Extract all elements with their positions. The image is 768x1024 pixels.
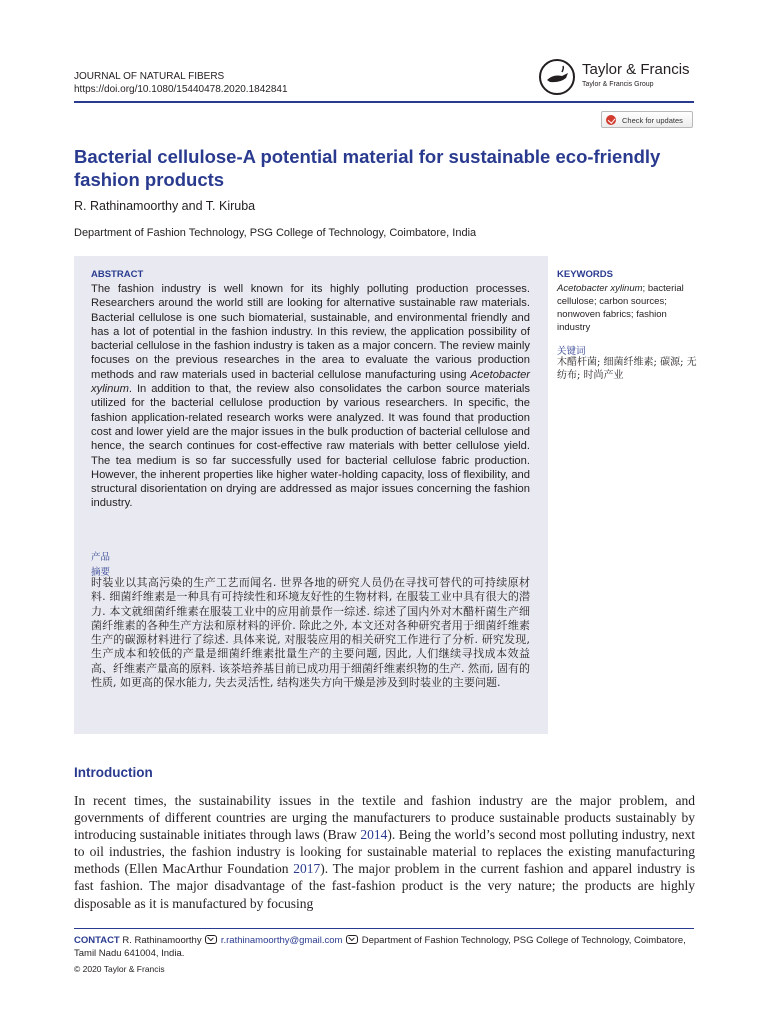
intro-text-3: ). The major problem in the current fashion and apparel industry is fast fashion. The major disadvantage of the fast-fashion product is the very nature; the products are highly disposable as it is manufactured by focusing — [74, 861, 695, 911]
abstract-species: Acetobacter xylinum — [91, 368, 531, 396]
introduction-paragraph — [74, 792, 695, 912]
lamp-logo-icon — [538, 58, 578, 96]
introduction-heading: Introduction — [74, 765, 153, 780]
publisher-group: Taylor & Francis Group — [582, 81, 654, 88]
abstract-text — [91, 282, 530, 511]
check-updates-label: Check for updates — [622, 116, 683, 125]
address-icon — [346, 935, 358, 944]
abstract-text-part2: . In addition to that, the review also consolidates the carbon source materials utilized for the bacterial cellulose production by various researchers. In specific, the fashion application-related research works were analyzed. It was found that production cost and lower yield are the major issues in the bulk production of bacterial cellulose and hence, the search continues for cost-effective raw materials with better cellulose yield. The tea medium is so far successfully used for bacterial cellulose fabric production. However, the inherent properties like higher water-holding capacity, loss of flexibility, and structural disorientation on drying are addressed as major issues concerning the fashion industry. — [91, 383, 530, 510]
keyword-species: Acetobacter xylinum — [557, 283, 643, 294]
contact-address: Department of Fashion Technology, PSG College of Technology, Coimbatore, Tamil Nadu 641004, India. — [74, 935, 686, 959]
contact-name: R. Rathinamoorthy — [119, 935, 205, 946]
contact-label: CONTACT — [74, 935, 120, 946]
check-icon — [606, 115, 616, 125]
abstract-text-part1: The fashion industry is well known for its highly polluting production processes. Researchers around the world still are looking for alternative sustainable raw materials. Bacterial cellulose is one such biomaterial, sustainable, and environmental friendly and has a lot of potential in the fashion industry. In this review, the application possibility of bacterial cellulose in the fashion industry is taken as a major concern. The review mainly focuses on the previous researches in the area to evaluate the various production methods and raw materials used in bacterial cellulose manufacturing using — [91, 283, 530, 381]
publisher-name: Taylor & Francis — [582, 61, 690, 78]
keywords-list — [557, 282, 697, 334]
cn-keywords-list: 木醋杆菌; 细菌纤维素; 碳源; 无纺布; 时尚产业 — [557, 357, 697, 381]
intro-text-2: ). Being the world’s second most polluting industry, next to oil industries, the fashion industry is looking for sustainable material to replaces the existing manufacturing methods (Ellen MacArthur Foundation — [74, 827, 695, 877]
check-updates-button[interactable] — [601, 111, 693, 128]
publisher-logo[interactable] — [538, 58, 698, 96]
article-authors: R. Rathinamoorthy and T. Kiruba — [74, 199, 256, 213]
citation-link[interactable]: 2017 — [293, 861, 321, 877]
copyright-notice: © 2020 Taylor & Francis — [74, 964, 165, 974]
header-divider — [74, 101, 694, 103]
journal-header — [74, 70, 288, 96]
article-affiliation: Department of Fashion Technology, PSG College of Technology, Coimbatore, India — [74, 227, 477, 239]
abstract-heading: ABSTRACT — [91, 269, 144, 280]
contact-info — [74, 934, 694, 960]
intro-text-1: In recent times, the sustainability issues in the textile and fashion industry are the major problem, and governments of different countries are urging the manufacturers to produce sustainable products sustainably by introducing sustainable initiates through laws (Braw — [74, 793, 695, 843]
email-icon — [205, 935, 217, 944]
cn-abstract-label-product: 产品 — [91, 552, 111, 563]
citation-link[interactable]: 2014 — [360, 827, 388, 843]
journal-name: JOURNAL OF NATURAL FIBERS — [74, 71, 225, 82]
contact-email[interactable]: r.rathinamoorthy@gmail.com — [220, 935, 343, 946]
keywords-heading: KEYWORDS — [557, 269, 613, 280]
footer-divider — [74, 928, 694, 929]
doi-link[interactable]: https://doi.org/10.1080/15440478.2020.1842841 — [74, 84, 288, 95]
keywords-rest: ; bacterial cellulose; carbon sources; nonwoven fabrics; fashion industry — [557, 283, 684, 333]
cn-keywords-heading: 关键词 — [557, 346, 586, 357]
article-title: Bacterial cellulose-A potential material for sustainable eco-friendly fashion products — [74, 146, 661, 190]
cn-abstract-label-summary: 摘要 — [91, 567, 111, 578]
cn-abstract-text: 时装业以其高污染的生产工艺而闻名. 世界各地的研究人员仍在寻找可替代的可持续原材料. 细菌纤维素是一种具有可持续性和环境友好性的生物材料, 在服装工业中具有很大的潜力. 本文就细菌纤维素在服装工业中的应用前景作一综述. 综述了国内外对木醋杆菌生产细菌纤维素的各种生产方法和原材料的评价. 除此之外, 本文还对各种研究者用于细菌纤维素生产的碳源材料进行了综述. 具体来说, 对服装应用的相关研究工作进行了分析. 研究发现, 生产成本和较低的产量是细菌纤维素批量生产的主要问题, 因此, 人们继续寻找成本效益高、纤维素产量高的原料. 该茶培养基目前已成功用于细菌纤维素织物的生产. 然而, 固有的性质, 如更高的保水能力, 失去灵活性, 结构迷失方向干燥是涉及到时装业的主要问题. — [91, 576, 530, 690]
